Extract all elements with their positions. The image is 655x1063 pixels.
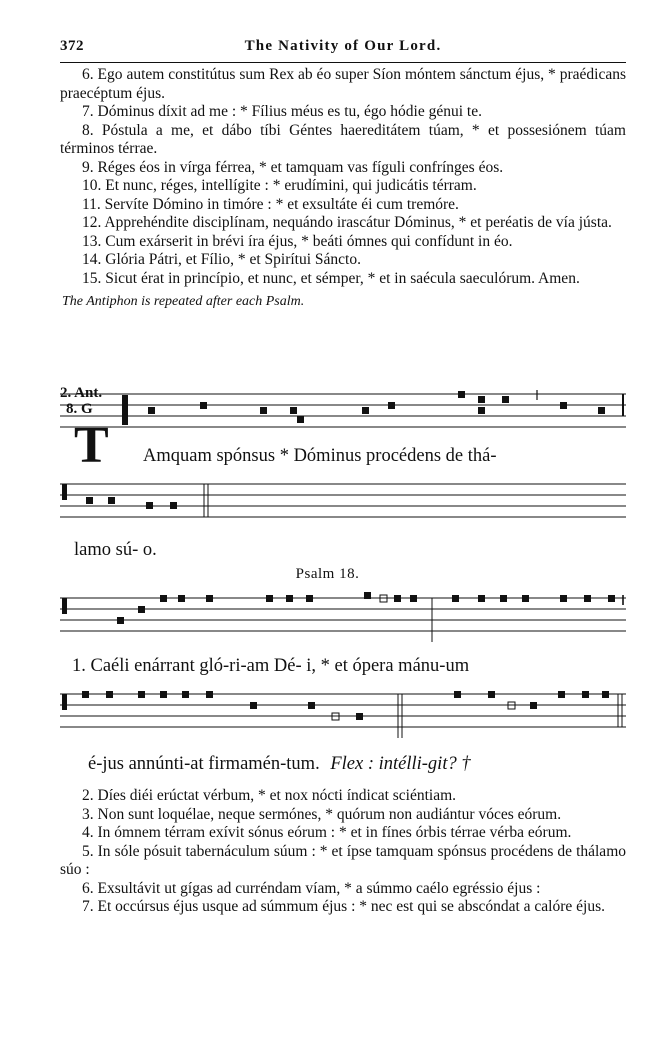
page-header — [60, 38, 626, 58]
verse: 7. Et occúrsus éjus usque ad súmmum éjus : * nec est qui se abscóndat a calóre éjus. — [82, 898, 605, 915]
verse: 6. Ego autem constitútus sum Rex ab éo super Síon móntem sánctum éjus, * praédicans praecéptum éjus. — [60, 66, 626, 102]
antiphon-number: 2. Ant. — [60, 385, 103, 401]
psalm-intonation-2 — [88, 754, 471, 775]
drop-initial: T — [74, 417, 109, 474]
chant-staff-antiphon-1 — [60, 390, 626, 436]
verse: 3. Non sunt loquélae, neque sermónes, * quórum non audiántur vóces eórum. — [82, 805, 562, 823]
psalm-title: Psalm 18. — [295, 566, 360, 582]
intonation-main: é-jus annúnti-at firmamén-tum. — [88, 754, 320, 774]
running-title: The Nativity of Our Lord. — [244, 38, 442, 54]
chant-staff-psalm-2 — [60, 690, 626, 740]
verse: 11. Servíte Dómino in timóre : * et exsultáte éi cum tremóre. — [82, 195, 459, 213]
verse: 2. Díes diéi erúctat vérbum, * et nox nócti índicat sciéntiam. — [82, 787, 457, 804]
verse: 12. Apprehéndite disciplínam, nequándo irascátur Dóminus, * et peréatis de vía jústa. — [82, 214, 612, 231]
psalm-intonation-1: 1. Caéli enárrant gló-ri-am Dé- i, * et ópera mánu-um — [72, 656, 470, 676]
flex-mediant: Flex : intélli-git? † — [330, 754, 471, 774]
psalm18-verses — [60, 787, 626, 917]
rubric: The Antiphon is repeated after each Psalm. — [62, 294, 305, 309]
verse: 6. Exsultávit ut gígas ad curréndam víam, * a súmmo caélo egréssio éjus : — [82, 879, 541, 897]
verse: 9. Réges éos in vírga férrea, * et tamquam vas fíguli confrínges éos. — [82, 158, 504, 176]
chant-staff-antiphon-2 — [60, 480, 626, 526]
verse: 14. Glória Pátri, et Fílio, * et Spirítui Sáncto. — [82, 251, 361, 268]
verse: 15. Sicut érat in princípio, et nunc, et sémper, * et in saécula saeculórum. Amen. — [82, 269, 580, 287]
header-rule — [60, 62, 626, 63]
verse: 5. In sóle pósuit tabernáculum súum : * et ípse tamquam spónsus procédens de thálamo súo : — [60, 842, 626, 878]
verse: 13. Cum exárserit in brévi íra éjus, * beáti ómnes qui confídunt in éo. — [82, 232, 513, 250]
verse: 10. Et nunc, réges, intellígite : * erudímini, qui judicátis térram. — [82, 177, 477, 194]
page-number: 372 — [60, 38, 84, 54]
antiphon-lyrics-1: Amquam spónsus * Dóminus procédens de thá- — [143, 446, 497, 466]
psalm2-verses — [60, 66, 626, 310]
verse: 7. Dóminus díxit ad me : * Fílius méus es tu, égo hódie génui te. — [82, 103, 482, 120]
antiphon-mode: 8. G — [66, 401, 93, 417]
antiphon-lyrics-2: lamo sú- o. — [74, 540, 157, 560]
verse: 4. In ómnem térram exívit sónus eórum : * et in fínes órbis térrae vérba eórum. — [82, 824, 572, 841]
chant-staff-psalm-1 — [60, 592, 626, 642]
verse: 8. Póstula a me, et dábo tíbi Géntes haereditátem túam, * et possesiónem túam términos térrae. — [60, 121, 626, 157]
